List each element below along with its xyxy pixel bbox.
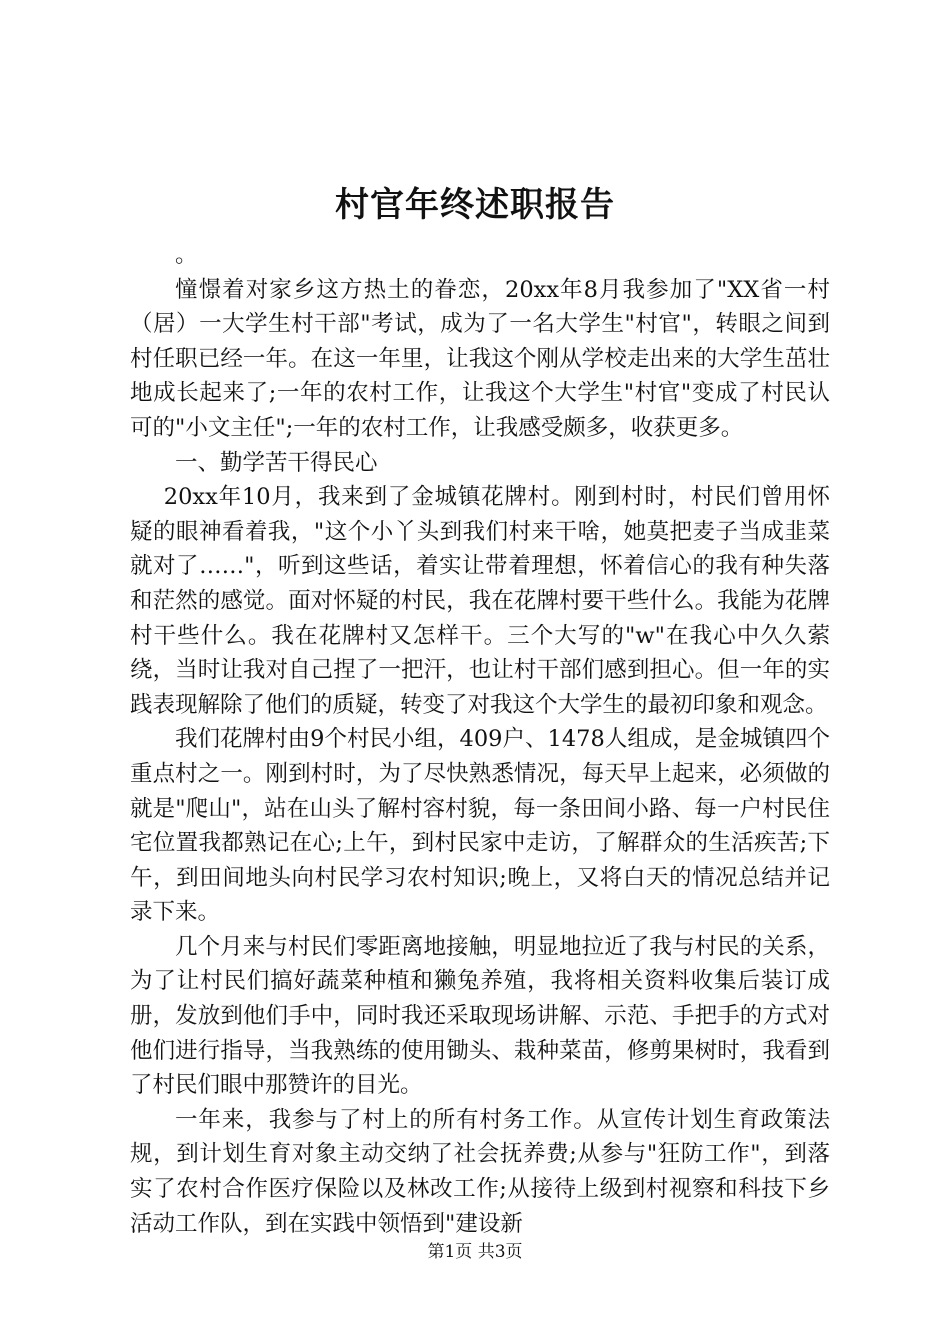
paragraph-village-profile: 我们花牌村由9个村民小组，409户、1478人组成，是金城镇四个重点村之一。刚到村时，为了尽快熟悉情况，每天早上起来，必须做的就是"爬山"，站在山头了解村容村貌，每一条田间小路、每一户村民住宅位置我都熟记在心;上午，到村民家中走访，了解群众的生活疾苦;下午，到田间地头向村民学习农村知识;晚上，又将白天的情况总结并记录下来。 xyxy=(130,726,830,926)
paragraph-arrival: 20xx年10月，我来到了金城镇花牌村。刚到村时，村民们曾用怀疑的眼神看着我，"这个小丫头到我们村来干啥，她莫把麦子当成韭菜就对了……"，听到这些话，着实让带着理想，怀着信心的我有种失落和茫然的感觉。面对怀疑的村民，我在花牌村要干些什么。我能为花牌村干些什么。我在花牌村又怎样干。三个大写的"w"在我心中久久萦绕，当时让我对自己捏了一把汗，也让村干部们感到担心。但一年的实践表现解除了他们的质疑，转变了对我这个大学生的最初印象和观念。 xyxy=(130,484,830,718)
paragraph-village-affairs: 一年来，我参与了村上的所有村务工作。从宣传计划生育政策法规，到计划生育对象主动交纳了社会抚养费;从参与"狂防工作"，到落实了农村合作医疗保险以及林改工作;从接待上级到村视察和科技下乡活动工作队，到在实践中领悟到"建设新 xyxy=(130,1106,830,1237)
paragraph-intro-mark: 。 xyxy=(175,242,198,268)
document-title: 村官年终述职报告 xyxy=(335,185,615,225)
paragraph-village-contact: 几个月来与村民们零距离地接触，明显地拉近了我与村民的关系，为了让村民们搞好蔬菜种植和獭兔养殖，我将相关资料收集后装订成册，发放到他们手中，同时我还采取现场讲解、示范、手把手的方式对他们进行指导，当我熟练的使用锄头、栽种菜苗，修剪果树时，我看到了村民们眼中那赞许的目光。 xyxy=(130,933,830,1099)
section-heading: 一、勤学苦干得民心 xyxy=(175,449,378,476)
document-body xyxy=(130,238,830,1241)
paragraph-opening: 憧憬着对家乡这方热土的眷恋，20xx年8月我参加了"XX省一村（居）一大学生村干部"考试，成为了一名大学生"村官"，转眼之间到村任职已经一年。在这一年里，让我这个刚从学校走出来的大学生茁壮地成长起来了;一年的农村工作，让我这个大学生"村官"变成了村民认可的"小文主任";一年的农村工作，让我感受颇多，收获更多。 xyxy=(130,276,830,441)
page-footer: 第1页 共3页 xyxy=(427,1242,523,1262)
